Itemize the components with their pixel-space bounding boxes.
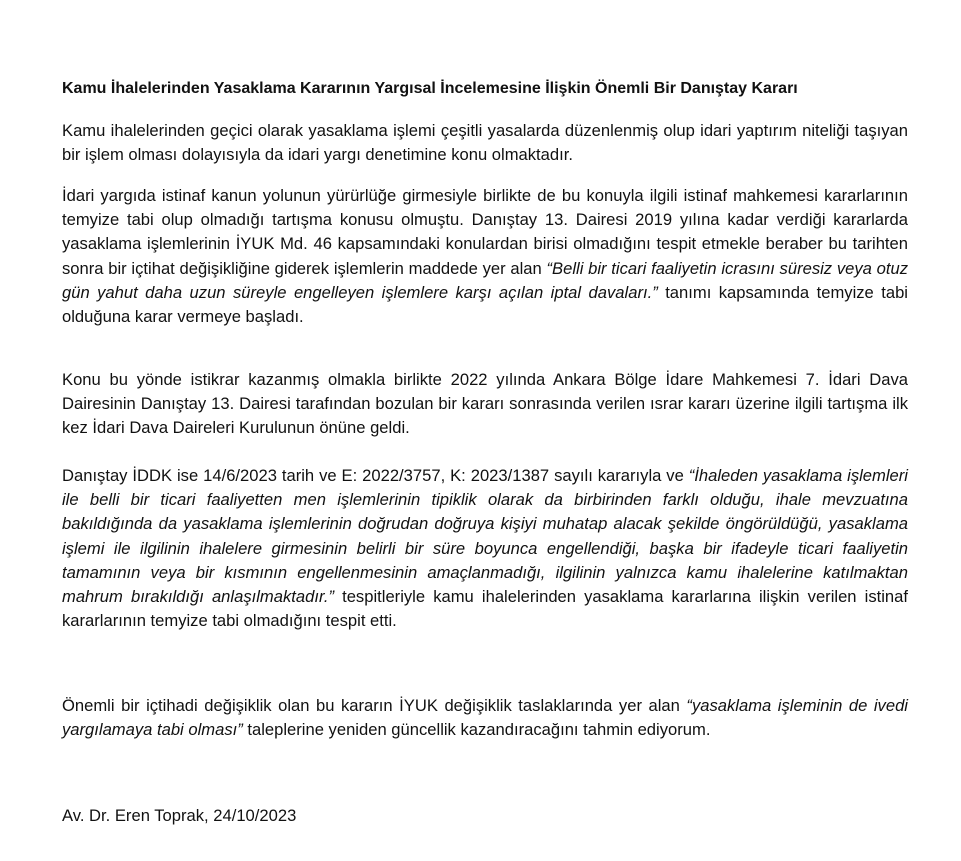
document-title: Kamu İhalelerinden Yasaklama Kararının Yargısal İncelemesine İlişkin Önemli Bir Danıştay Kararı (62, 80, 798, 97)
paragraph-3-text: Konu bu yönde istikrar kazanmış olmakla birlikte 2022 yılında Ankara Bölge İdare Mahkemesi 7. İdari Dava Dairesinin Danıştay 13. Dairesi tarafından bozulan bir kararı sonrasında verilen ısrar kararı üzerine ilgili tartışma ilk kez İdari Dava Daireleri Kurulunun önüne geldi. (62, 370, 908, 438)
paragraph-5-quote: “yasaklama işleminin de ivedi yargılamaya tabi olması” (62, 696, 908, 740)
paragraph-4 (62, 464, 908, 633)
paragraph-4-text-after: tespitleriyle kamu ihalelerinden yasaklama kararlarına ilişkin verilen istinaf kararlarının temyize tabi olmadığını tespit etti. (62, 587, 908, 631)
paragraph-2 (62, 184, 908, 329)
paragraph-3 (62, 368, 908, 441)
paragraph-2-text-after: tanımı kapsamında temyize tabi olduğuna karar vermeye başladı. (62, 282, 908, 327)
paragraph-5-text-after: taleplerine yeniden güncellik kazandıracağını tahmin ediyorum. (242, 720, 711, 740)
paragraph-4-quote: “İhaleden yasaklama işlemleri ile belli bir ticari faaliyetten men işlemlerinin tipiklik olarak da birbirinden farklı olduğu, ihale mevzuatına bakıldığında da yasaklama işlemlerinin doğrudan doğruya kişiyi muhatap alacak şekilde öngörüldüğü, yasaklama işlemi ile ilgilinin ihalelere girmesinin belirli bir süre boyunca engellendiği, başka bir ifadeyle ticari faaliyetin tamamının veya bir kısmının engellenmesinin amaçlanmadığı, ilgilinin yalnızca kamu ihalelerine katılmaktan mahrum bırakıldığı anlaşılmaktadır.” (62, 466, 908, 607)
paragraph-1 (62, 119, 908, 167)
paragraph-5 (62, 694, 908, 742)
paragraph-4-text-before: Danıştay İDDK ise 14/6/2023 tarih ve E: 2022/3757, K: 2023/1387 sayılı kararıyla ve (62, 466, 689, 485)
author-signature: Av. Dr. Eren Toprak, 24/10/2023 (62, 806, 297, 825)
paragraph-2-text-before: İdari yargıda istinaf kanun yolunun yürürlüğe girmesiyle birlikte de bu konuyla ilgili istinaf mahkemesi kararlarının temyize tabi olup olmadığı tartışma konusu olmuştu. Danıştay 13. Dairesi 2019 yılına kadar verdiği kararlarda yasaklama işlemlerinin İYUK Md. 46 kapsamındaki konulardan birisi olmadığını tespit etmekle beraber bu tarihten sonra bir içtihat değişikliğine giderek işlemlerin maddede yer alan (62, 186, 908, 278)
paragraph-2-quote: “Belli bir ticari faaliyetin icrasını süresiz veya otuz gün yahut daha uzun süreyle engelleyen işlemlere karşı açılan iptal davaları.” (62, 258, 908, 302)
paragraph-5-text-before: Önemli bir içtihadi değişiklik olan bu kararın İYUK değişiklik taslaklarında yer alan (62, 696, 687, 715)
paragraph-1-text: Kamu ihalelerinden geçici olarak yasaklama işlemi çeşitli yasalarda düzenlenmiş olup idari yaptırım niteliği taşıyan bir işlem olması dolayısıyla da idari yargı denetimine konu olmaktadır. (62, 121, 908, 165)
